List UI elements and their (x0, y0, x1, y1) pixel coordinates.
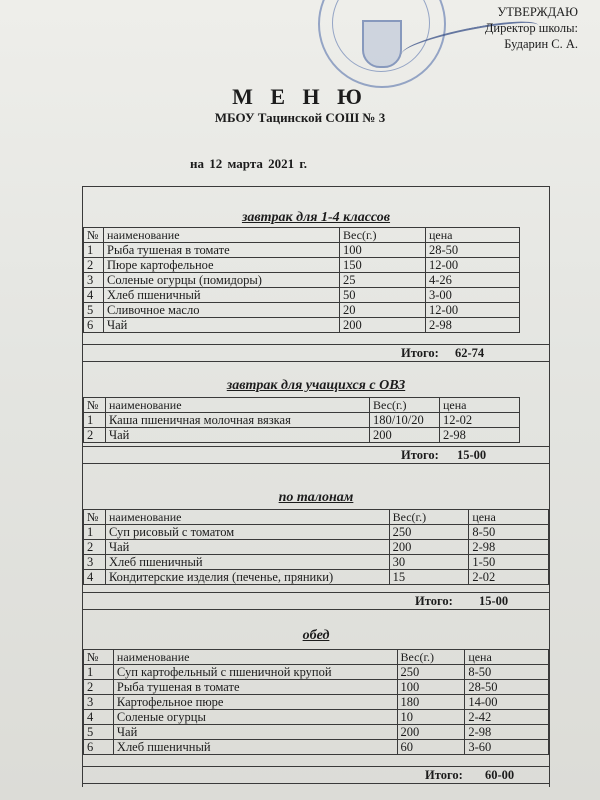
row-weight: 25 (340, 273, 426, 288)
row-num: 3 (84, 273, 104, 288)
table-row (84, 525, 549, 540)
table-row (84, 428, 520, 443)
section-lunch (83, 627, 549, 645)
section-breakfast-ovz (83, 377, 549, 395)
coat-of-arms-icon (362, 20, 402, 68)
row-num: 1 (84, 665, 114, 680)
col-weight: Вес(г.) (397, 650, 465, 665)
row-price: 4-26 (426, 273, 520, 288)
col-price: цена (426, 228, 520, 243)
approval-name: Бударин С. А. (504, 37, 578, 51)
total-row (83, 766, 549, 784)
total-value: 15-00 (457, 448, 487, 462)
table-row (84, 540, 549, 555)
row-price: 14-00 (465, 695, 549, 710)
table-row (84, 258, 520, 273)
table-row (84, 725, 549, 740)
table-row (84, 710, 549, 725)
table-row (84, 288, 520, 303)
row-name: Кондитерские изделия (печенье, пряники) (105, 570, 389, 585)
row-price: 12-02 (440, 413, 520, 428)
table-row (84, 555, 549, 570)
row-name: Рыба тушеная в томате (113, 680, 397, 695)
page-title: М Е Н Ю (232, 84, 368, 109)
approval-position: Директор школы: (484, 21, 578, 35)
row-weight: 200 (340, 318, 426, 333)
table-row (84, 695, 549, 710)
table-breakfast-1-4 (83, 227, 520, 333)
section-title: обед (302, 628, 330, 643)
row-price: 28-50 (465, 680, 549, 695)
row-num: 4 (84, 570, 106, 585)
row-weight: 50 (340, 288, 426, 303)
row-name: Хлеб пшеничный (113, 740, 397, 755)
row-weight: 200 (370, 428, 440, 443)
row-price: 2-02 (469, 570, 549, 585)
table-coupons (83, 509, 549, 585)
row-price: 12-00 (426, 258, 520, 273)
total-label: Итого: (401, 448, 439, 462)
row-price: 2-42 (465, 710, 549, 725)
col-num: № (84, 510, 106, 525)
table-row (84, 680, 549, 695)
row-name: Сливочное масло (104, 303, 340, 318)
table-row (84, 570, 549, 585)
row-weight: 15 (389, 570, 469, 585)
col-weight: Вес(г.) (389, 510, 469, 525)
row-name: Пюре картофельное (104, 258, 340, 273)
row-price: 28-50 (426, 243, 520, 258)
col-name: наименование (106, 398, 370, 413)
row-name: Хлеб пшеничный (104, 288, 340, 303)
row-price: 2-98 (469, 540, 549, 555)
col-name: наименование (113, 650, 397, 665)
total-label: Итого: (425, 768, 463, 782)
row-price: 2-98 (426, 318, 520, 333)
menu-frame (82, 186, 550, 787)
col-price: цена (440, 398, 520, 413)
row-weight: 60 (397, 740, 465, 755)
col-name: наименование (105, 510, 389, 525)
table-row (84, 665, 549, 680)
total-row (83, 446, 549, 464)
row-price: 8-50 (465, 665, 549, 680)
row-num: 6 (84, 740, 114, 755)
row-name: Чай (105, 540, 389, 555)
row-price: 2-98 (440, 428, 520, 443)
col-num: № (84, 650, 114, 665)
row-num: 1 (84, 525, 106, 540)
total-label: Итого: (415, 594, 453, 608)
col-price: цена (465, 650, 549, 665)
row-num: 4 (84, 288, 104, 303)
row-weight: 10 (397, 710, 465, 725)
row-num: 4 (84, 710, 114, 725)
row-num: 2 (84, 680, 114, 695)
row-name: Рыба тушеная в томате (104, 243, 340, 258)
table-header (84, 510, 549, 525)
row-price: 3-00 (426, 288, 520, 303)
row-weight: 100 (397, 680, 465, 695)
row-name: Каша пшеничная молочная вязкая (106, 413, 370, 428)
row-price: 2-98 (465, 725, 549, 740)
row-num: 5 (84, 725, 114, 740)
row-weight: 150 (340, 258, 426, 273)
row-num: 2 (84, 258, 104, 273)
total-row (83, 592, 549, 610)
row-num: 1 (84, 243, 104, 258)
row-weight: 250 (389, 525, 469, 540)
total-value: 60-00 (485, 768, 515, 782)
col-price: цена (469, 510, 549, 525)
school-name: МБОУ Тацинской СОШ № 3 (214, 110, 386, 125)
row-num: 3 (84, 695, 114, 710)
row-name: Соленые огурцы (113, 710, 397, 725)
table-header (84, 650, 549, 665)
row-name: Чай (113, 725, 397, 740)
section-title: по талонам (278, 490, 354, 505)
row-weight: 100 (340, 243, 426, 258)
row-name: Чай (104, 318, 340, 333)
row-weight: 200 (397, 725, 465, 740)
row-num: 5 (84, 303, 104, 318)
total-row (83, 344, 549, 362)
table-header (84, 398, 520, 413)
table-row (84, 413, 520, 428)
row-weight: 180/10/20 (370, 413, 440, 428)
row-name: Соленые огурцы (помидоры) (104, 273, 340, 288)
menu-date: на 12 марта 2021 г. (190, 156, 308, 171)
table-header (84, 228, 520, 243)
row-name: Суп картофельный с пшеничной крупой (113, 665, 397, 680)
row-name: Суп рисовый с томатом (105, 525, 389, 540)
row-price: 3-60 (465, 740, 549, 755)
row-num: 3 (84, 555, 106, 570)
table-lunch (83, 649, 549, 755)
row-price: 1-50 (469, 555, 549, 570)
table-breakfast-ovz (83, 397, 520, 443)
row-price: 8-50 (469, 525, 549, 540)
table-row (84, 318, 520, 333)
row-num: 2 (84, 540, 106, 555)
approval-block (485, 4, 578, 52)
row-name: Чай (106, 428, 370, 443)
section-coupons (83, 489, 549, 507)
table-row (84, 273, 520, 288)
total-label: Итого: (401, 346, 439, 360)
table-row (84, 243, 520, 258)
section-breakfast-1-4 (83, 209, 549, 227)
total-value: 15-00 (479, 594, 509, 608)
row-weight: 250 (397, 665, 465, 680)
col-num: № (84, 228, 104, 243)
table-row (84, 303, 520, 318)
col-weight: Вес(г.) (340, 228, 426, 243)
col-weight: Вес(г.) (370, 398, 440, 413)
section-title: завтрак для 1-4 классов (241, 210, 391, 225)
col-num: № (84, 398, 106, 413)
section-title: завтрак для учащихся с ОВЗ (226, 378, 406, 393)
row-weight: 180 (397, 695, 465, 710)
row-num: 1 (84, 413, 106, 428)
row-price: 12-00 (426, 303, 520, 318)
row-weight: 20 (340, 303, 426, 318)
col-name: наименование (104, 228, 340, 243)
table-row (84, 740, 549, 755)
row-num: 6 (84, 318, 104, 333)
approval-heading: УТВЕРЖДАЮ (497, 5, 578, 19)
row-weight: 30 (389, 555, 469, 570)
row-num: 2 (84, 428, 106, 443)
total-value: 62-74 (455, 346, 485, 360)
row-weight: 200 (389, 540, 469, 555)
row-name: Хлеб пшеничный (105, 555, 389, 570)
row-name: Картофельное пюре (113, 695, 397, 710)
